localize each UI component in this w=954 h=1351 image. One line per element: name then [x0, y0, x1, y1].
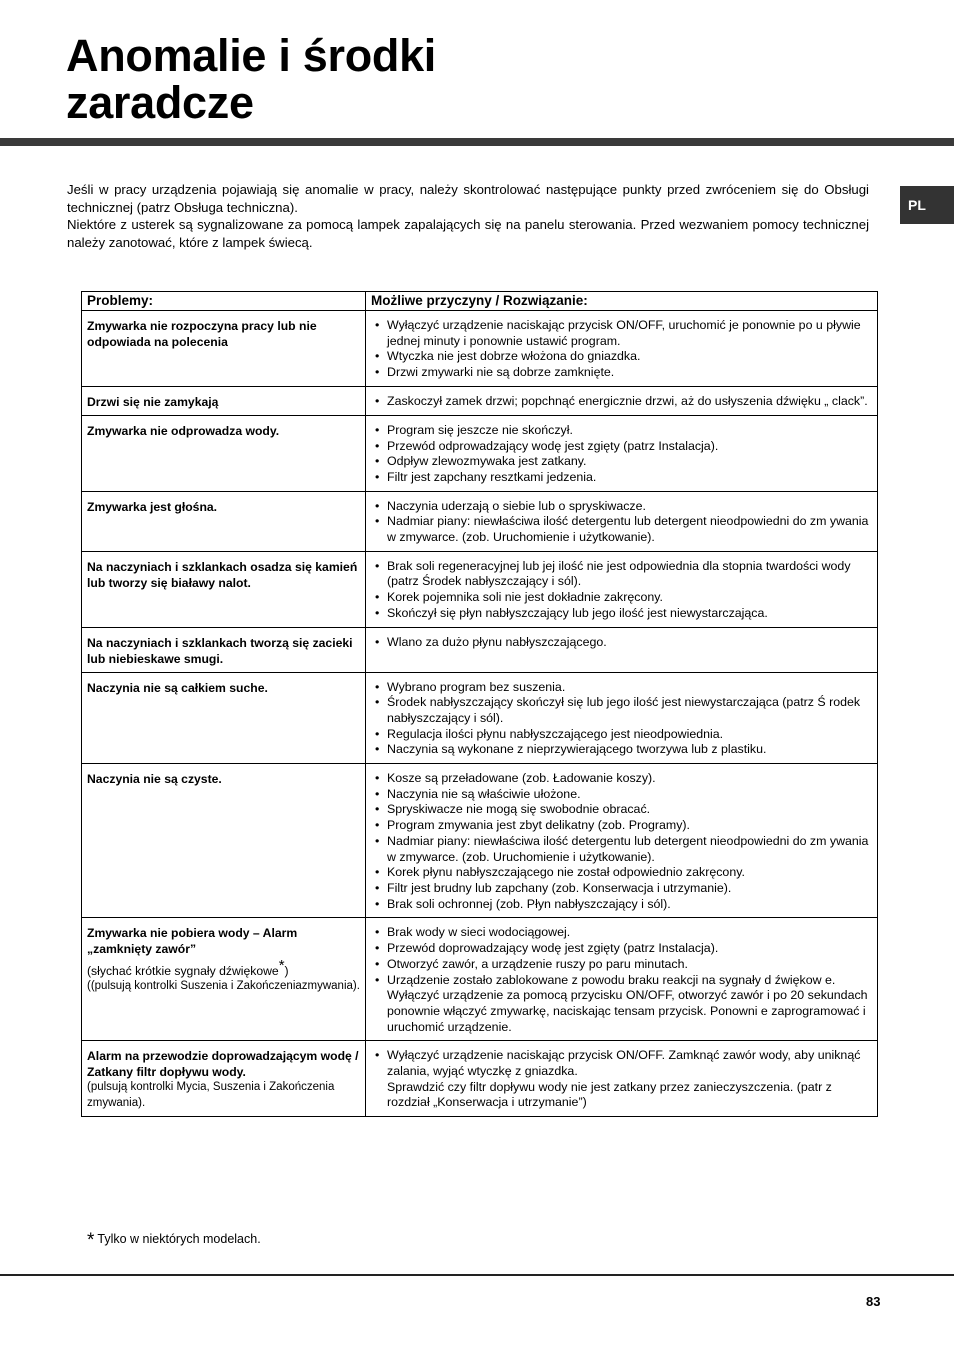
solution-item: • Urządzenie zostało zablokowane z powodu braku reakcji na sygnały d źwiękow e. Wyłączyć urządzenie za pomocą przycisku ON/OFF, otworzyć zawór i po 20 sekundach ponownie włączyć zmywarkę, naciskając tensam przycisk. Ponowni e zaprogramować i uruchomić urządzenie.: [371, 973, 872, 1036]
problem-cell: Zmywarka jest głośna.: [82, 491, 366, 551]
solution-item: • Wtyczka nie jest dobrze włożona do gniazdka.: [371, 349, 872, 365]
solution-item: • Drzwi zmywarki nie są dobrze zamknięte.: [371, 365, 872, 381]
page-title-line-2: zaradcze: [66, 77, 254, 128]
footnote-asterisk: *: [87, 1230, 95, 1251]
page-title-line-1: Anomalie i środki: [66, 30, 436, 81]
solution-item: • Naczynia uderzają o siebie lub o spryskiwacze.: [371, 499, 872, 515]
problem-note-small: (pulsują kontrolki Mycia, Suszenia i Zakończenia zmywania).: [87, 1081, 335, 1109]
solution-list: [371, 394, 872, 410]
solution-item: • Naczynia są wykonane z nieprzywierającego tworzywa lub z plastiku.: [371, 742, 872, 758]
solution-cell: [366, 627, 878, 672]
problem-cell: Zmywarka nie rozpoczyna pracy lub nie odpowiada na polecenia: [82, 311, 366, 387]
solution-list: [371, 635, 872, 651]
solution-item: • Naczynia nie są właściwie ułożone.: [371, 787, 872, 803]
problem-cell: Zmywarka nie odprowadza wody.: [82, 415, 366, 491]
problem-cell: [82, 918, 366, 1041]
solution-item-line-1: Wyłączyć urządzenie naciskając przycisk ON/OFF. Zamknąć zawór wody, aby uniknąć zalania, wyjąć wtyczkę z gniazdka.: [387, 1048, 861, 1079]
bottom-divider: [0, 1274, 954, 1276]
solution-item: • Otworzyć zawór, a urządzenie ruszy po paru minutach.: [371, 957, 872, 973]
table-body-alarms: [82, 918, 878, 1117]
table-row: [82, 551, 878, 627]
solution-item: • Środek nabłyszczający skończył się lub jego ilość jest niewystarczająca (patrz Ś rodek nabłyszczający i sól).: [371, 695, 872, 726]
table-row: [82, 386, 878, 415]
solution-item: • Korek pojemnika soli nie jest dokładnie zakręcony.: [371, 590, 872, 606]
title-divider: [0, 138, 954, 146]
page-title: [66, 32, 436, 126]
solution-cell: [366, 672, 878, 764]
troubleshooting-table: [81, 291, 878, 1117]
solution-item: • Nadmiar piany: niewłaściwa ilość detergentu lub detergent nieodpowiedni do zm ywania w zmywarce. (zob. Uruchomienie i użytkowanie).: [371, 834, 872, 865]
solution-cell: [366, 386, 878, 415]
table-row: [82, 627, 878, 672]
problem-cell: Na naczyniach i szklankach osadza się kamień lub tworzy się białawy nalot.: [82, 551, 366, 627]
solution-item: • Wlano za dużo płynu nabłyszczającego.: [371, 635, 872, 651]
solution-item: • Program zmywania jest zbyt delikatny (zob. Programy).: [371, 818, 872, 834]
solution-cell: [366, 764, 878, 918]
problem-note-small: ((pulsują kontrolki Suszenia i Zakończeniazmywania).: [87, 980, 360, 993]
solution-item-line-2: Sprawdzić czy filtr dopływu wody nie jest zatkany przez zanieczyszczenia. (patr z rozdział „Konserwacja i utrzymanie”): [387, 1079, 832, 1110]
table-row: [82, 491, 878, 551]
solution-list: [371, 771, 872, 912]
table-row: [82, 764, 878, 918]
problem-cell: Naczynia nie są czyste.: [82, 764, 366, 918]
solution-item: • Przewód odprowadzający wodę jest zgięty (patrz Instalacja).: [371, 439, 872, 455]
solution-item: • Brak soli ochronnej (zob. Płyn nabłyszczający i sól).: [371, 897, 872, 913]
solution-list: [371, 559, 872, 622]
problem-note: [87, 957, 360, 979]
table-header-row: [82, 292, 878, 311]
solution-item: [371, 1048, 872, 1111]
solution-item: • Wyłączyć urządzenie naciskając przycisk ON/OFF, uruchomić je ponownie po u pływie jednej minuty i ponownie ustawić program.: [371, 318, 872, 349]
solution-item: • Zaskoczył zamek drzwi; popchnąć energicznie drzwi, aż do usłyszenia dźwięku „ clack”.: [371, 394, 872, 410]
footnote-marker: *: [278, 957, 285, 975]
solution-item: • Korek płynu nabłyszczającego nie został odpowiednio zakręcony.: [371, 865, 872, 881]
table-body: [82, 311, 878, 918]
solution-list: [371, 499, 872, 546]
language-tab: PL: [900, 186, 954, 224]
solution-list: [371, 423, 872, 486]
problem-cell: Naczynia nie są całkiem suche.: [82, 672, 366, 764]
solution-cell: [366, 918, 878, 1041]
solution-cell: [366, 491, 878, 551]
header-solutions: Możliwe przyczyny / Rozwiązanie:: [366, 292, 878, 311]
solution-cell: [366, 551, 878, 627]
solution-item: • Odpływ zlewozmywaka jest zatkany.: [371, 454, 872, 470]
table-row: [82, 415, 878, 491]
solution-item: • Brak wody w sieci wodociągowej.: [371, 925, 872, 941]
solution-list: [371, 925, 872, 1035]
table-row: [82, 311, 878, 387]
table-row: [82, 672, 878, 764]
intro-text: [67, 181, 869, 251]
solution-item: • Filtr jest zapchany resztkami jedzenia.: [371, 470, 872, 486]
table-row: [82, 918, 878, 1041]
solution-list: [371, 1048, 872, 1111]
solution-item: • Filtr jest brudny lub zapchany (zob. Konserwacja i utrzymanie).: [371, 881, 872, 897]
solution-list: [371, 318, 872, 381]
solution-cell: [366, 1041, 878, 1117]
problem-note-close: ): [284, 964, 289, 979]
solution-item: • Nadmiar piany: niewłaściwa ilość detergentu lub detergent nieodpowiedni do zm ywania w zmywarce. (zob. Uruchomienie i użytkowanie).: [371, 514, 872, 545]
page-number: 83: [866, 1294, 881, 1309]
problem-cell: Drzwi się nie zamykają: [82, 386, 366, 415]
header-problems: Problemy:: [82, 292, 366, 311]
solution-item: • Przewód doprowadzający wodę jest zgięty (patrz Instalacja).: [371, 941, 872, 957]
solution-item: • Kosze są przeładowane (zob. Ładowanie koszy).: [371, 771, 872, 787]
solution-item: • Regulacja ilości płynu nabłyszczającego jest nieodpowiednia.: [371, 727, 872, 743]
solution-item: • Skończył się płyn nabłyszczający lub jego ilość jest niewystarczająca.: [371, 606, 872, 622]
solution-cell: [366, 415, 878, 491]
intro-paragraph-1: Jeśli w pracy urządzenia pojawiają się anomalie w pracy, należy skontrolować następujące punkty przed zwróceniem się do Obsługi technicznej (patrz Obsługa techniczna).: [67, 182, 869, 215]
footnote-text: Tylko w niektórych modelach.: [97, 1232, 261, 1246]
solution-item: • Brak soli regeneracyjnej lub jej ilość nie jest odpowiednia dla stopnia twardości wody (patrz Środek nabłyszczający i sól).: [371, 559, 872, 590]
problem-text: Zmywarka nie pobiera wody – Alarm „zamknięty zawór”: [87, 926, 298, 957]
problem-text: Alarm na przewodzie doprowadzającym wodę / Zatkany filtr dopływu wody.: [87, 1049, 359, 1080]
solution-item: • Program się jeszcze nie skończył.: [371, 423, 872, 439]
solution-item: • Wybrano program bez suszenia.: [371, 680, 872, 696]
footnote: [87, 1230, 261, 1252]
solution-list: [371, 680, 872, 759]
problem-cell: Na naczyniach i szklankach tworzą się zacieki lub niebieskawe smugi.: [82, 627, 366, 672]
problem-cell: [82, 1041, 366, 1117]
solution-cell: [366, 311, 878, 387]
problem-note-text: (słychać krótkie sygnały dźwiękowe: [87, 964, 279, 979]
table-row: [82, 1041, 878, 1117]
solution-item: • Spryskiwacze nie mogą się swobodnie obracać.: [371, 802, 872, 818]
intro-paragraph-2: Niektóre z usterek są sygnalizowane za pomocą lampek zapalających się na panelu sterowania. Przed wezwaniem pomocy technicznej należy zanotować, które z lampek świecą.: [67, 217, 869, 250]
